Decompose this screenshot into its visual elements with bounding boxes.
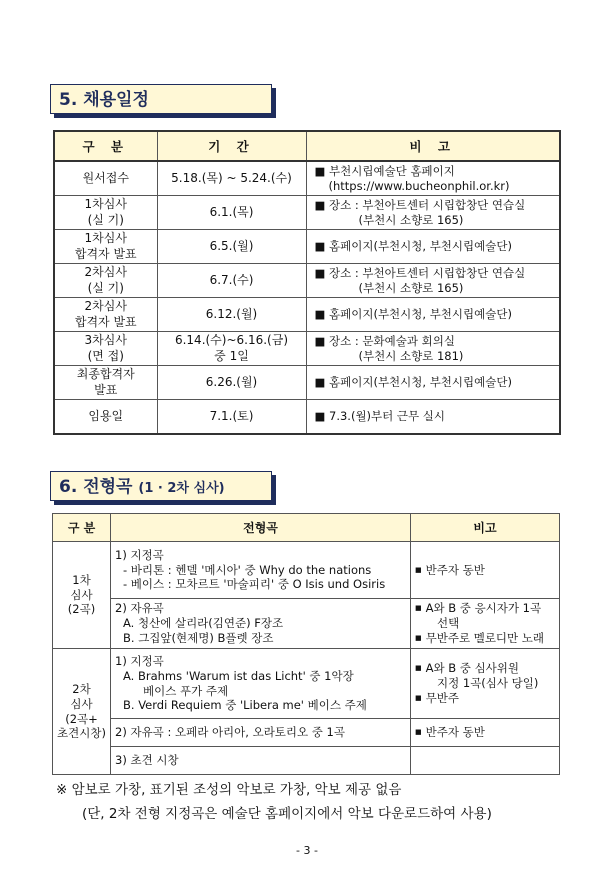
section-5-title-text: 5. 채용일정 [59, 90, 149, 110]
schedule-category-line: (실 기) [87, 280, 124, 295]
round2-label [53, 649, 111, 775]
schedule-period-line: 6.12.(월) [205, 306, 258, 321]
round2-sight-line: 3) 초견 시창 [115, 753, 179, 768]
schedule-note-line: ■ 홈페이지(부천시청, 부천시립예술단) [314, 307, 512, 322]
repertoire-table [52, 513, 560, 775]
schedule-period-line: 6.5.(월) [209, 238, 254, 253]
header-category: 구 분 [54, 131, 157, 161]
schedule-category [54, 264, 157, 298]
schedule-category [54, 230, 157, 264]
header-remark: 비고 [411, 514, 560, 542]
schedule-period [157, 400, 306, 435]
schedule-category-line: 1차심사 [84, 230, 127, 245]
schedule-category [54, 161, 157, 196]
schedule-category-line: 최종합격자 [76, 366, 135, 381]
round1-free-note-line: 선택 [437, 616, 460, 631]
round1-designated-note-line: ■ 반주자 동반 [415, 563, 555, 578]
header-note: 비 고 [306, 131, 560, 161]
schedule-note-line: (https://www.bucheonphil.or.kr) [328, 178, 510, 193]
schedule-category [54, 298, 157, 332]
round2-designated-line: 베이스 푸가 주제 [143, 683, 229, 698]
footnote-line-2: (단, 2차 전형 지정곡은 예술단 홈페이지에서 악보 다운로드하여 사용) [82, 806, 492, 822]
round2-free [111, 719, 411, 747]
schedule-period [157, 366, 306, 400]
round1-free-line: A. 청산에 살리라(김연준) F장조 [123, 616, 284, 631]
round1-designated [111, 542, 411, 599]
schedule-row [54, 400, 560, 435]
schedule-category-line: 합격자 발표 [74, 314, 137, 329]
schedule-note [306, 264, 560, 298]
schedule-row [54, 161, 560, 196]
round1-designated-line: - 베이스 : 모차르트 '마술피리' 중 O Isis und Osiris [123, 577, 386, 592]
schedule-row [54, 332, 560, 366]
section-6-title [50, 471, 272, 501]
schedule-table [53, 130, 561, 435]
schedule-note-line: ■ 7.3.(월)부터 근무 실시 [314, 409, 446, 424]
schedule-category-line: 1차심사 [84, 196, 127, 211]
round2-label-line: 초견시창) [57, 726, 106, 741]
schedule-period [157, 264, 306, 298]
round1-free-note-line: ■ 무반주로 멜로디만 노래 [415, 631, 555, 646]
schedule-category-line: 2차심사 [84, 298, 127, 313]
schedule-note-line: ■ 장소 : 부천아트센터 시립합창단 연습실 [314, 265, 526, 280]
schedule-period-line: 5.18.(목) ~ 5.24.(수) [171, 170, 292, 185]
schedule-period-line: 6.26.(월) [205, 374, 258, 389]
section-5-title [50, 84, 272, 114]
repertoire-header-row [53, 514, 560, 542]
schedule-note [306, 366, 560, 400]
schedule-note-line: ■ 부천시립예술단 홈페이지 [314, 163, 455, 178]
round2-designated [111, 649, 411, 719]
section-6-title-sub: (1 · 2차 심사) [138, 481, 225, 496]
footnote-line-1: ※ 암보로 가창, 표기된 조성의 악보로 가창, 악보 제공 없음 [56, 782, 402, 798]
schedule-category-line: 임용일 [88, 408, 124, 423]
round1-free-note-line: ■ A와 B 중 응시자가 1곡 [415, 601, 555, 616]
schedule-period [157, 298, 306, 332]
round2-label-line: (2곡+ [65, 711, 98, 726]
round1-free-line: B. 그집앞(현제명) B플렛 장조 [123, 630, 274, 645]
schedule-category-line: 합격자 발표 [74, 246, 137, 261]
round2-sight [111, 747, 411, 775]
round1-label-line: (2곡) [67, 602, 96, 617]
schedule-note-line: (부천시 소향로 165) [358, 280, 464, 295]
page-number: - 3 - [296, 844, 318, 857]
schedule-category-line: 2차심사 [84, 264, 127, 279]
round1-free-note [411, 599, 560, 649]
schedule-row [54, 366, 560, 400]
schedule-period [157, 332, 306, 366]
section-6-title-text: 6. 전형곡 [59, 477, 133, 497]
schedule-note [306, 196, 560, 230]
schedule-note [306, 161, 560, 196]
round2-free-line: 2) 자유곡 : 오페라 아리아, 오라토리오 중 1곡 [115, 725, 345, 740]
schedule-note-line: (부천시 소향로 181) [358, 348, 464, 363]
schedule-period-line: 7.1.(토) [209, 408, 254, 423]
header-period: 기 간 [157, 131, 306, 161]
schedule-period-line: 6.14.(수)~6.16.(금) [174, 332, 289, 347]
schedule-category-line: 발표 [94, 382, 118, 397]
round2-designated-line: A. Brahms 'Warum ist das Licht' 중 1악장 [123, 668, 354, 683]
schedule-period-line: 중 1일 [214, 348, 249, 363]
schedule-period-line: 6.1.(목) [209, 204, 254, 219]
schedule-note-line: ■ 홈페이지(부천시청, 부천시립예술단) [314, 375, 512, 390]
round2-label-line: 심사 [70, 696, 93, 711]
schedule-note [306, 332, 560, 366]
round1-label [53, 542, 111, 649]
round2-designated-line: B. Verdi Requiem 중 'Libera me' 베이스 주제 [123, 698, 367, 713]
schedule-note-line: ■ 장소 : 문화예술과 회의실 [314, 333, 455, 348]
schedule-category [54, 196, 157, 230]
round2-free-row [53, 719, 560, 747]
round1-designated-line: - 바리톤 : 헨델 '메시아' 중 Why do the nations [123, 562, 372, 577]
round1-designated-row [53, 542, 560, 599]
round1-free-row [53, 599, 560, 649]
schedule-note-line: ■ 홈페이지(부천시청, 부천시립예술단) [314, 239, 512, 254]
round2-sight-row [53, 747, 560, 775]
round1-designated-note [411, 542, 560, 599]
round2-designated-line: 1) 지정곡 [115, 653, 164, 668]
round2-designated-note-line: ■ 무반주 [415, 691, 555, 706]
schedule-header-row [54, 131, 560, 161]
schedule-note-line: ■ 장소 : 부천아트센터 시립합창단 연습실 [314, 197, 526, 212]
schedule-note [306, 230, 560, 264]
schedule-row [54, 298, 560, 332]
schedule-category-line: 3차심사 [84, 332, 127, 347]
schedule-category-line: (면 접) [87, 348, 124, 363]
schedule-category [54, 400, 157, 435]
schedule-category [54, 332, 157, 366]
round1-designated-line: 1) 지정곡 [115, 547, 164, 562]
schedule-row [54, 196, 560, 230]
schedule-row [54, 230, 560, 264]
schedule-note [306, 298, 560, 332]
round1-free-line: 2) 자유곡 [115, 601, 164, 616]
round1-label-line: 1차 [72, 572, 91, 587]
schedule-row [54, 264, 560, 298]
schedule-note [306, 400, 560, 435]
round2-free-note-line: ■ 반주자 동반 [415, 725, 555, 740]
schedule-period [157, 230, 306, 264]
round2-designated-row [53, 649, 560, 719]
schedule-category-line: 원서접수 [82, 170, 129, 185]
header-piece: 전형곡 [111, 514, 411, 542]
schedule-period [157, 196, 306, 230]
round2-sight-note [411, 747, 560, 775]
header-category: 구 분 [53, 514, 111, 542]
round1-label-line: 심사 [70, 587, 93, 602]
round2-designated-note [411, 649, 560, 719]
schedule-category [54, 366, 157, 400]
schedule-period [157, 161, 306, 196]
schedule-category-line: (실 기) [87, 212, 124, 227]
schedule-note-line: (부천시 소향로 165) [358, 212, 464, 227]
round2-label-line: 2차 [72, 681, 91, 696]
round2-designated-note-line: 지정 1곡(심사 당일) [437, 676, 539, 691]
schedule-period-line: 6.7.(수) [209, 272, 254, 287]
round2-designated-note-line: ■ A와 B 중 심사위원 [415, 661, 555, 676]
round2-free-note [411, 719, 560, 747]
round1-free [111, 599, 411, 649]
